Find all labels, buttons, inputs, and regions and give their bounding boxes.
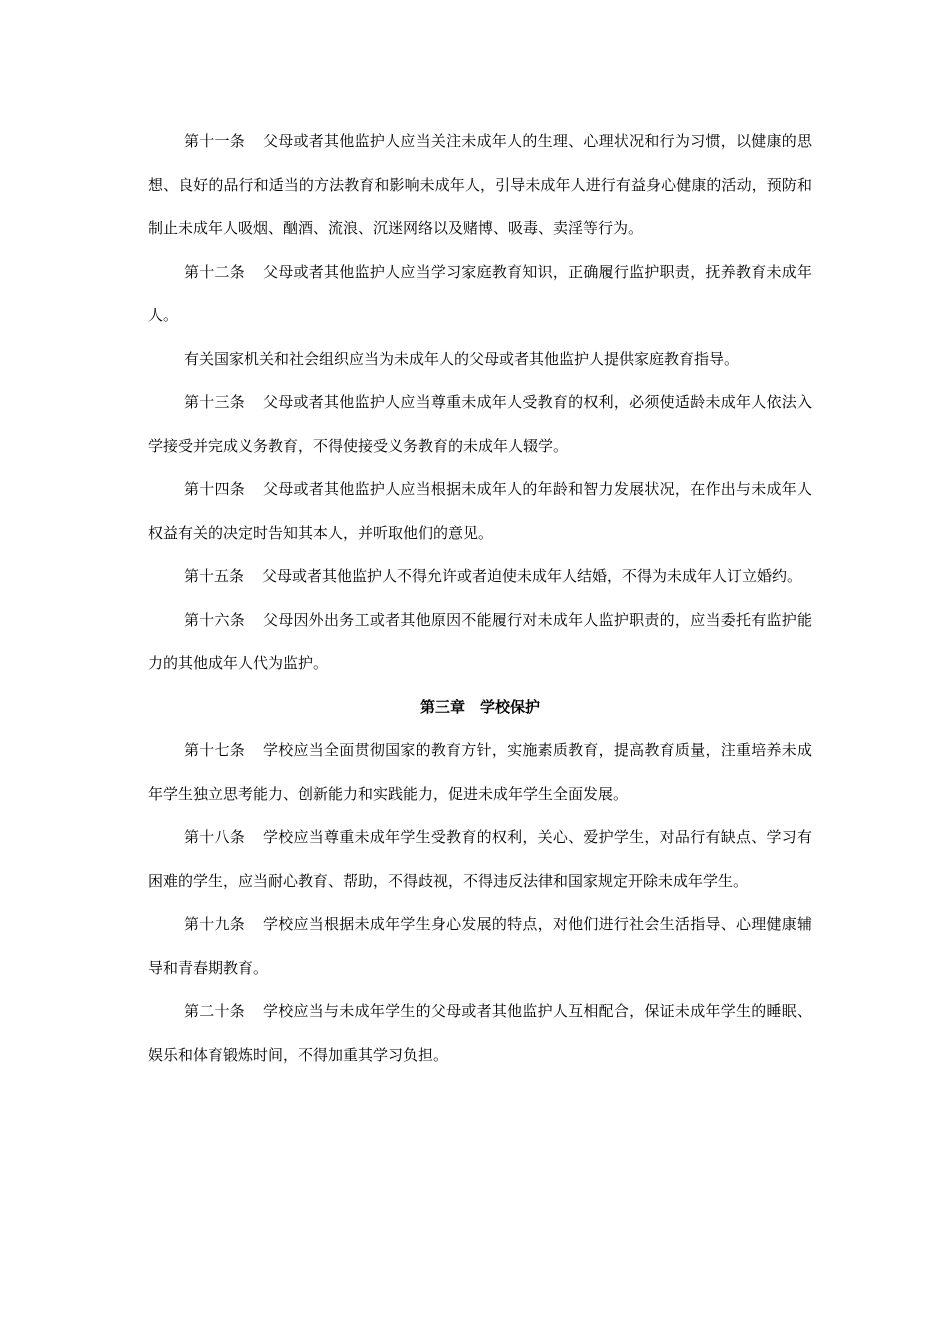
article-12 — [148, 251, 812, 338]
article-20 — [148, 990, 812, 1077]
article-number: 第二十条 — [184, 1002, 246, 1020]
article-17 — [148, 729, 812, 816]
article-11 — [148, 120, 812, 251]
article-text: 父母或者其他监护人应当尊重未成年人受教育的权利，必须使适龄未成年人依法入学接受并完成义务教育，不得使接受义务教育的未成年人辍学。 — [148, 393, 812, 455]
article-number: 第十七条 — [184, 741, 246, 759]
article-number: 第十六条 — [184, 610, 246, 629]
article-number: 第十四条 — [184, 480, 246, 498]
article-text: 父母或者其他监护人应当关注未成年人的生理、心理状况和行为习惯，以健康的思想、良好的品行和适当的方法教育和影响未成年人，引导未成年人进行有益身心健康的活动，预防和制止未成年人吸烟、酗酒、流浪、沉迷网络以及赌博、吸毒、卖淫等行为。 — [148, 132, 812, 237]
article-text: 父母或者其他监护人不得允许或者迫使未成年人结婚，不得为未成年人订立婚约。 — [262, 567, 803, 585]
article-text: 父母或者其他监护人应当根据未成年人的年龄和智力发展状况，在作出与未成年人权益有关的决定时告知其本人，并听取他们的意见。 — [148, 480, 812, 542]
chapter-heading: 第三章 学校保护 — [419, 697, 540, 716]
article-text: 学校应当与未成年学生的父母或者其他监护人互相配合，保证未成年学生的睡眠、娱乐和体育锻炼时间，不得加重其学习负担。 — [148, 1002, 812, 1064]
article-19 — [148, 903, 812, 990]
article-16 — [148, 599, 812, 686]
article-13 — [148, 381, 812, 468]
article-number: 第十五条 — [184, 567, 245, 585]
article-number: 第十三条 — [184, 393, 246, 411]
article-text: 学校应当根据未成年学生身心发展的特点，对他们进行社会生活指导、心理健康辅导和青春期教育。 — [148, 915, 812, 977]
article-text: 有关国家机关和社会组织应当为未成年人的父母或者其他监护人提供家庭教育指导。 — [184, 349, 740, 368]
article-number: 第十二条 — [184, 262, 246, 281]
article-14 — [148, 468, 812, 555]
document-page — [148, 120, 812, 1077]
article-text: 学校应当尊重未成年学生受教育的权利，关心、爱护学生，对品行有缺点、学习有困难的学生，应当耐心教育、帮助，不得歧视，不得违反法律和国家规定开除未成年学生。 — [148, 828, 812, 890]
article-12-paragraph-2 — [148, 338, 812, 382]
article-18 — [148, 816, 812, 903]
article-text: 父母或者其他监护人应当学习家庭教育知识，正确履行监护职责，抚养教育未成年人。 — [148, 262, 812, 324]
article-number: 第十九条 — [184, 915, 246, 933]
article-number: 第十一条 — [184, 132, 246, 150]
article-15 — [148, 555, 812, 599]
article-text: 学校应当全面贯彻国家的教育方针，实施素质教育，提高教育质量，注重培养未成年学生独立思考能力、创新能力和实践能力，促进未成年学生全面发展。 — [148, 741, 812, 803]
article-number: 第十八条 — [184, 828, 246, 846]
article-text: 父母因外出务工或者其他原因不能履行对未成年人监护职责的，应当委托有监护能力的其他成年人代为监护。 — [148, 610, 812, 672]
